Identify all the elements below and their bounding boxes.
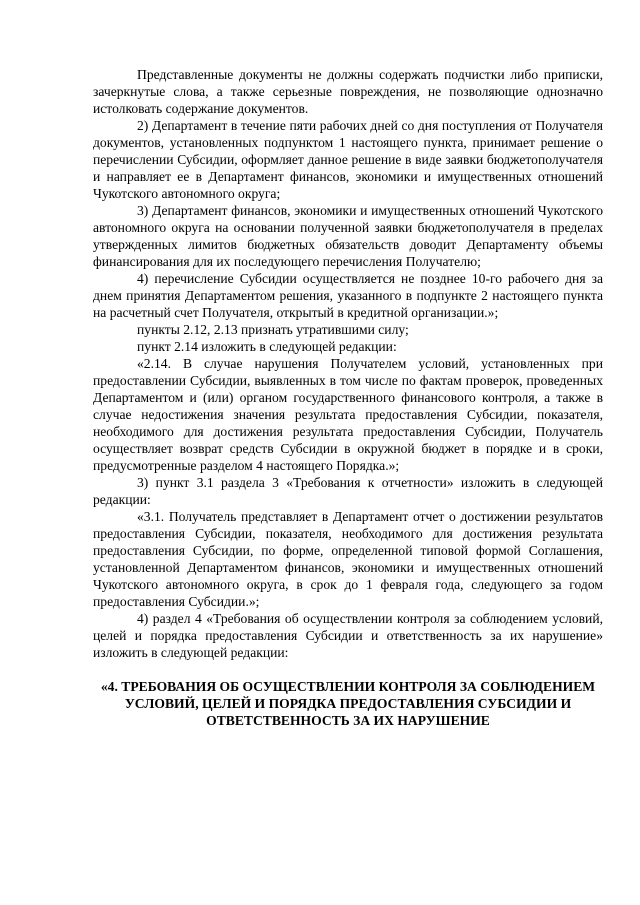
paragraph-documents-requirements: Представленные документы не должны содержать подчистки либо приписки, зачеркнутые слова, а также серьезные повреждения, не позволяющие однозначно истолковать содержание документов. [93,67,603,116]
paragraph-subitem-3-finance-department: 3) Департамент финансов, экономики и имущественных отношений Чукотского автономного округа на основании полученной заявки бюджетополучателя в пределах утвержденных лимитов бюджетных обязательств доводит Департаменту объемы финансирования для их последующего перечисления Получателю; [93,203,603,269]
section-4-heading: «4. ТРЕБОВАНИЯ ОБ ОСУЩЕСТВЛЕНИИ КОНТРОЛЯ ЗА СОБЛЮДЕНИЕМ УСЛОВИЙ, ЦЕЛЕЙ И ПОРЯДКА ПРЕДОСТАВЛЕНИЯ СУБСИДИИ И ОТВЕТСТВЕННОСТЬ ЗА ИХ НАРУШЕНИЕ [100,679,596,728]
paragraph-item-2-14-text: «2.14. В случае нарушения Получателем условий, установленных при предоставлении Субсидии, выявленных в том числе по фактам проверок, проведенных Департаментом и (или) органом государственного финансового контроля, а также в случае недостижения значения результата предоставления Субсидии, показателя, необходимого для достижения результата предоставления Субсидии, Получатель осуществляет возврат средств Субсидии в окружной бюджет в порядке и в сроки, предусмотренные разделом 4 настоящего Порядка.»; [93,356,603,473]
paragraph-items-invalidated: пункты 2.12, 2.13 признать утратившими силу; [137,322,409,337]
paragraph-item-3-1-intro: 3) пункт 3.1 раздела 3 «Требования к отчетности» изложить в следующей редакции: [93,475,603,507]
paragraph-section-4-intro: 4) раздел 4 «Требования об осуществлении контроля за соблюдением условий, целей и порядка предоставления Субсидии и ответственность за их нарушение» изложить в следующей редакции: [93,611,603,660]
paragraph-item-3-1-text: «3.1. Получатель представляет в Департамент отчет о достижении результатов предоставления Субсидии, показателя, необходимого для достижения результата предоставления Субсидии, по форме, определенной типовой формой Соглашения, установленной Департаментом финансов, экономики и имущественных отношений Чукотского автономного округа, в срок до 1 февраля года, следующего за годом предоставления Субсидии.»; [93,509,603,609]
paragraph-subitem-4-transfer: 4) перечисление Субсидии осуществляется не позднее 10-го рабочего дня за днем принятия Департаментом решения, указанного в подпункте 2 настоящего пункта на расчетный счет Получателя, открытый в кредитной организации.»; [93,271,603,320]
paragraph-item-2-14-intro: пункт 2.14 изложить в следующей редакции: [137,339,397,354]
paragraph-subitem-2-department-decision: 2) Департамент в течение пяти рабочих дней со дня поступления от Получателя документов, установленных подпунктом 1 настоящего пункта, принимает решение о перечислении Субсидии, оформляет данное решение в виде заявки бюджетополучателя и направляет ее в Департамент финансов, экономики и имущественных отношений Чукотского автономного округа; [93,118,603,201]
document-body [93,66,603,729]
